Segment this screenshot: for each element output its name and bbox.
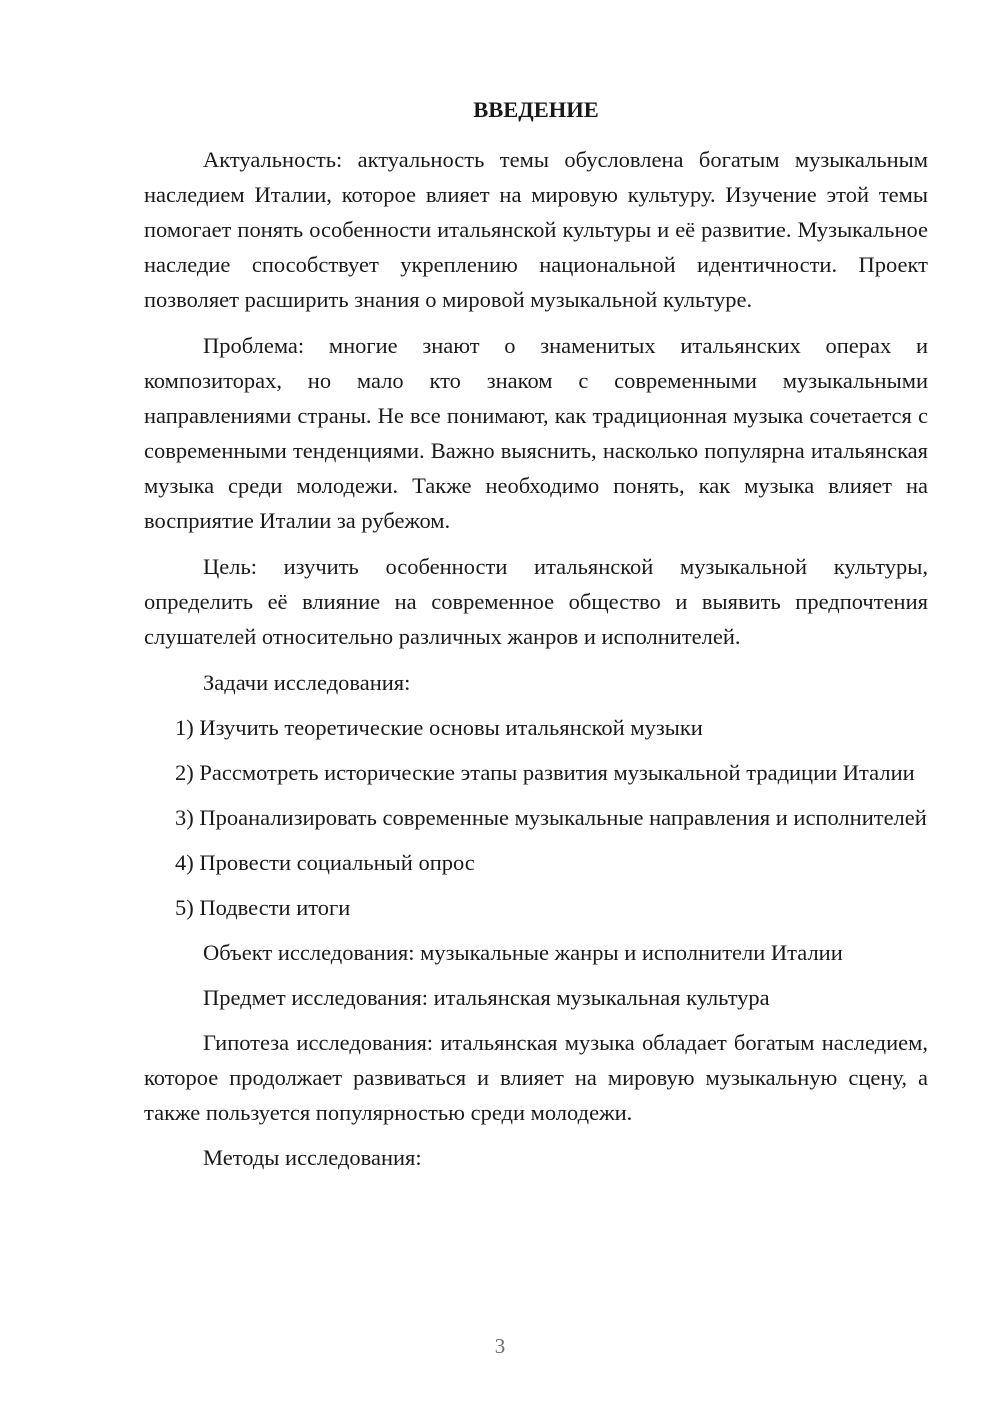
research-subject: Предмет исследования: итальянская музыкальная культура	[203, 985, 770, 1010]
research-hypothesis: Гипотеза исследования: итальянская музыка обладает богатым наследием, которое продолжает развиваться и влияет на мировую музыкальную сцену, а также пользуется популярностью среди молодежи.	[144, 1030, 928, 1125]
research-object: Объект исследования: музыкальные жанры и исполнители Италии	[203, 940, 843, 965]
document-page	[144, 95, 928, 1185]
relevance-paragraph: Актуальность: актуальность темы обусловлена богатым музыкальным наследием Италии, которое влияет на мировую культуру. Изучение этой темы помогает понять особенности итальянской культуры и её развитие. Музыкальное наследие способствует укреплению национальной идентичности. Проект позволяет расширить знания о мировой музыкальной культуре.	[144, 147, 928, 312]
task-item-2: 2) Рассмотреть исторические этапы развития музыкальной традиции Италии	[175, 760, 915, 785]
problem-paragraph: Проблема: многие знают о знаменитых итальянских операх и композиторах, но мало кто знаком с современными музыкальными направлениями страны. Не все понимают, как традиционная музыка сочетается с современными тенденциями. Важно выяснить, насколько популярна итальянская музыка среди молодежи. Также необходимо понять, как музыка влияет на восприятие Италии за рубежом.	[144, 333, 928, 533]
goal-paragraph: Цель: изучить особенности итальянской музыкальной культуры, определить её влияние на современное общество и выявить предпочтения слушателей относительно различных жанров и исполнителей.	[144, 554, 928, 649]
section-title: ВВЕДЕНИЕ	[473, 97, 599, 122]
tasks-heading: Задачи исследования:	[203, 670, 411, 695]
methods-heading: Методы исследования:	[203, 1145, 422, 1170]
task-item-4: 4) Провести социальный опрос	[175, 850, 475, 875]
page-number: 3	[494, 1334, 506, 1358]
task-item-3: 3) Проанализировать современные музыкальные направления и исполнителей	[175, 805, 927, 830]
task-item-1: 1) Изучить теоретические основы итальянской музыки	[175, 715, 703, 740]
task-item-5: 5) Подвести итоги	[175, 895, 351, 920]
